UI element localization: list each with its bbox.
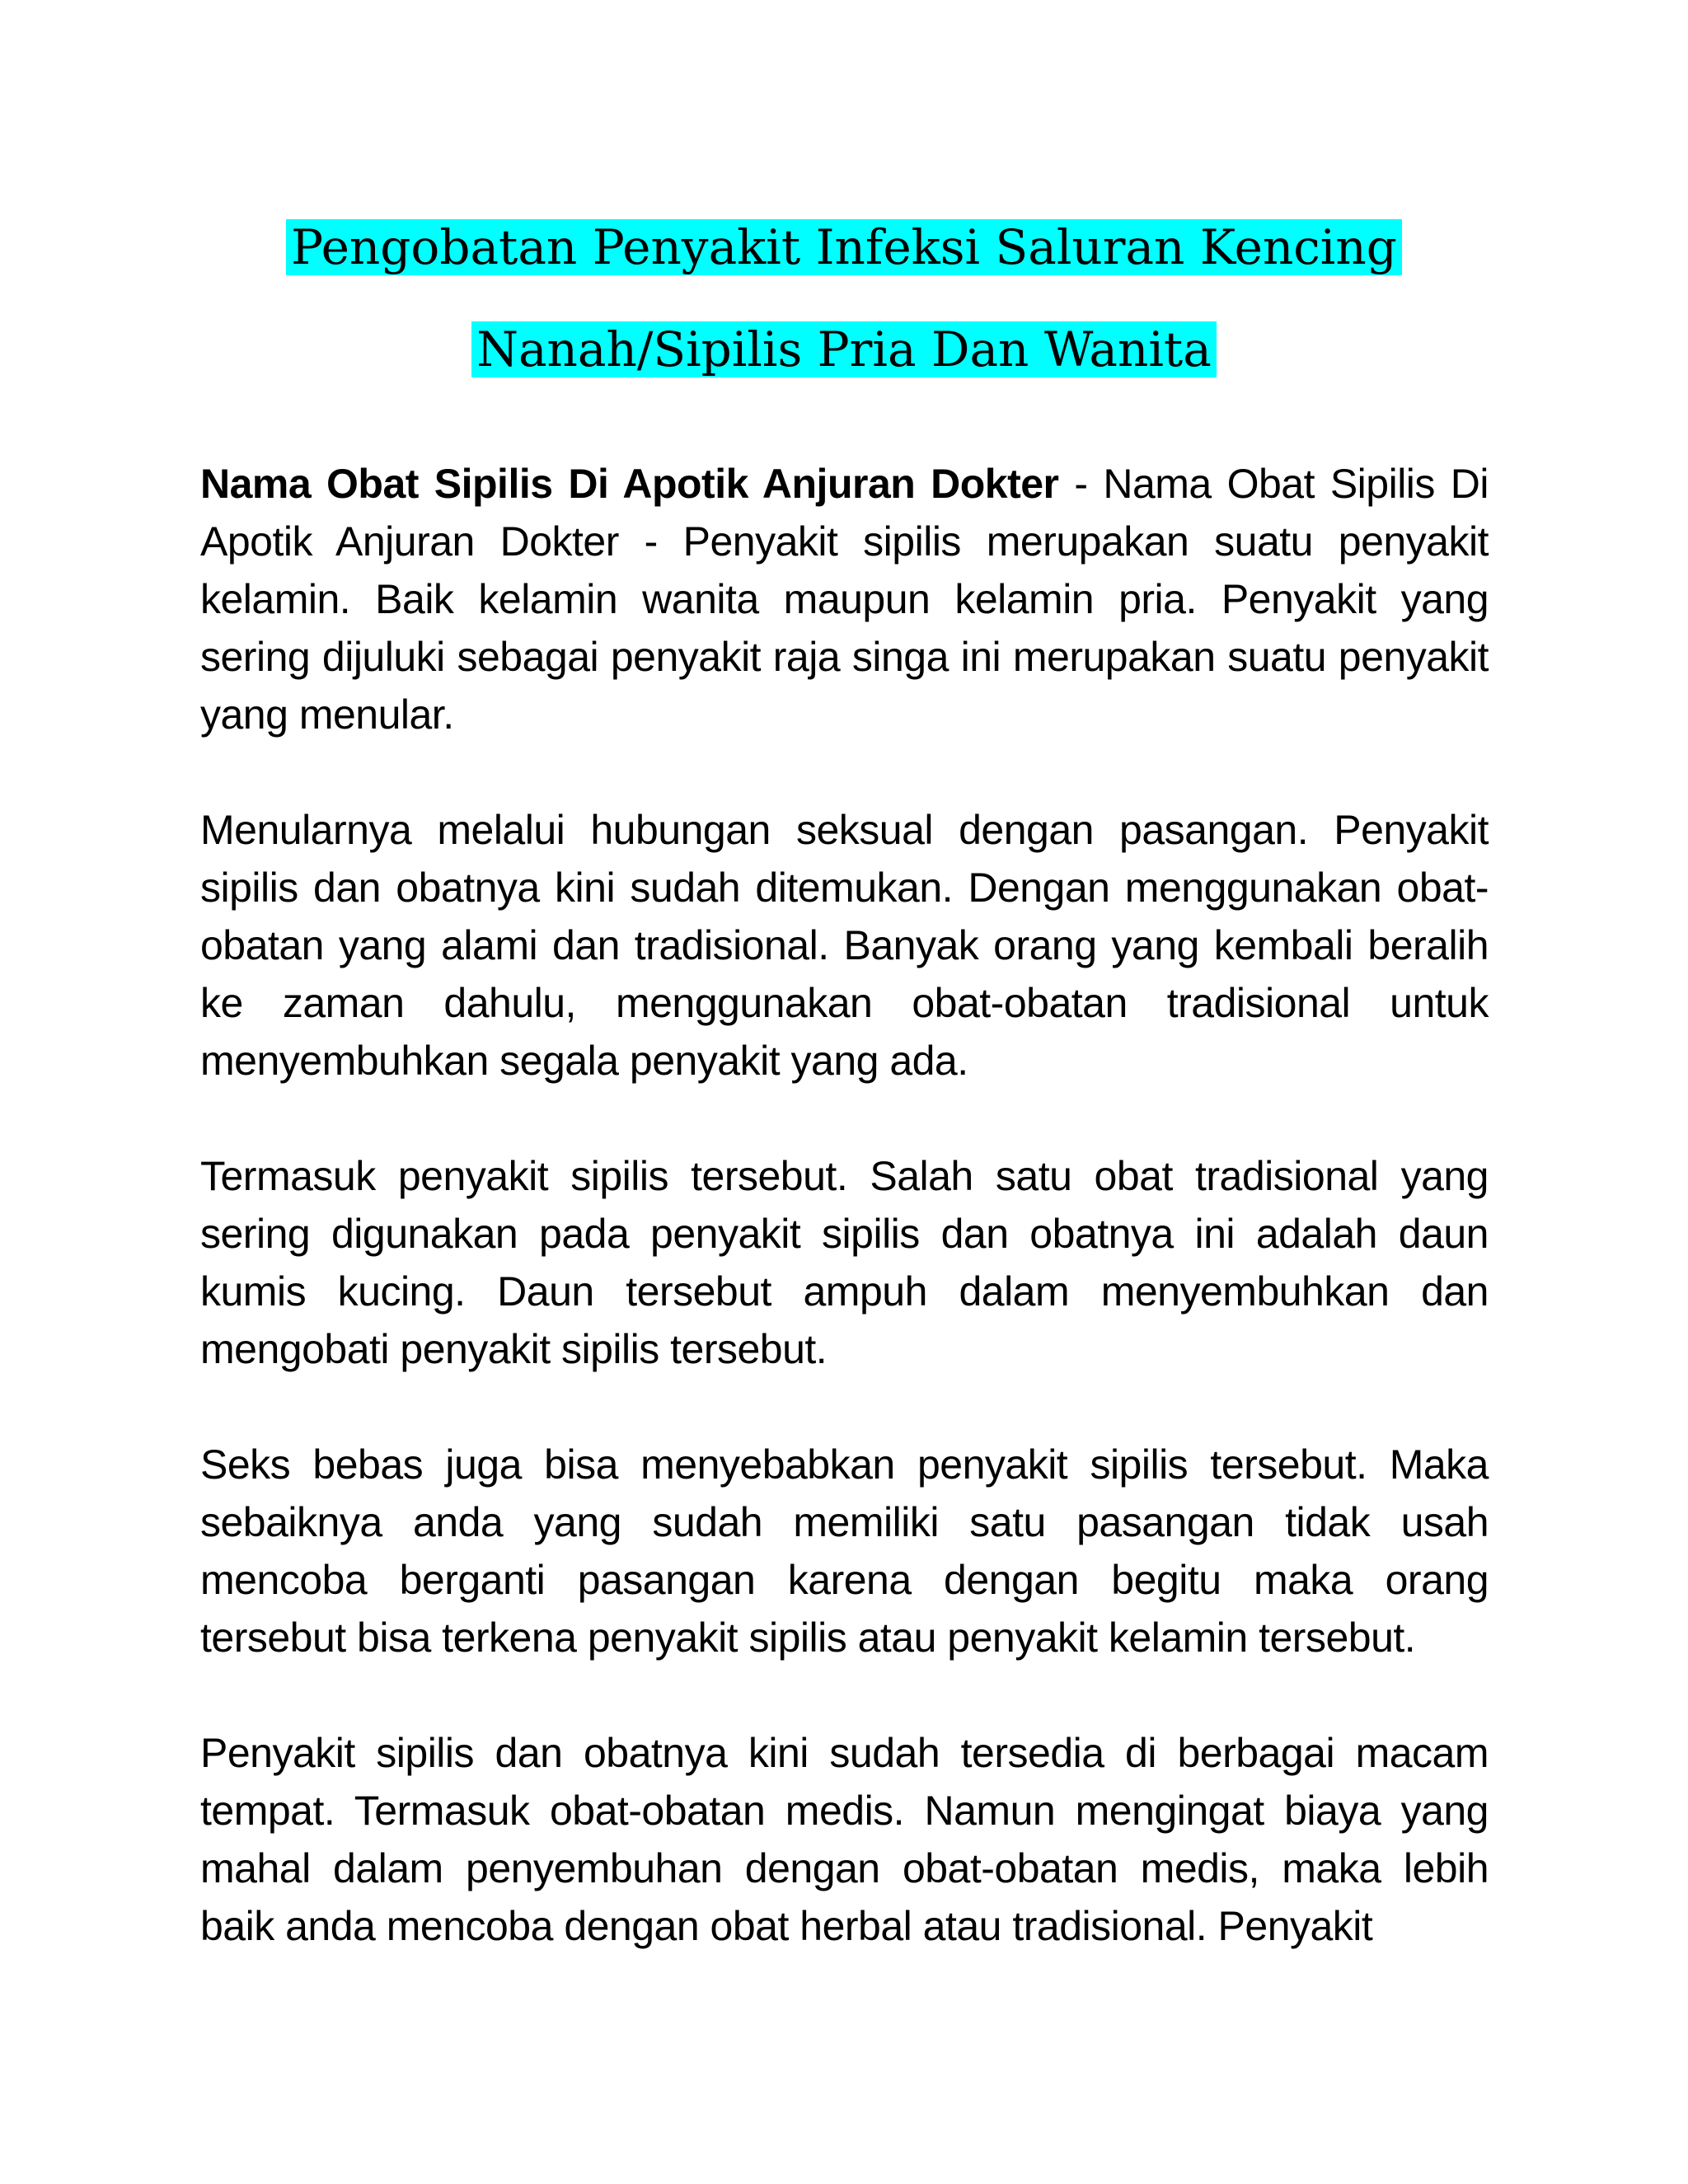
paragraph-1	[200, 455, 1489, 743]
title-highlight-line-1	[286, 219, 1402, 275]
paragraph-3: Termasuk penyakit sipilis tersebut. Salah satu obat tradisional yang sering digunakan pada penyakit sipilis dan obatnya ini adalah daun kumis kucing. Daun tersebut ampuh dalam menyembuhkan dan mengobati penyakit sipilis tersebut.	[200, 1153, 1489, 1372]
paragraph-5: Penyakit sipilis dan obatnya kini sudah tersedia di berbagai macam tempat. Termasuk obat-obatan medis. Namun mengingat biaya yang mahal dalam penyembuhan dengan obat-obatan medis, maka lebih baik anda mencoba dengan obat herbal atau tradisional. Penyakit	[200, 1730, 1489, 1949]
paragraph-1-text: - Nama Obat Sipilis Di Apotik Anjuran Dokter - Penyakit sipilis merupakan suatu penyakit kelamin. Baik kelamin wanita maupun kelamin pria. Penyakit yang sering dijuluki sebagai penyakit raja singa ini merupakan suatu penyakit yang menular.	[200, 461, 1489, 738]
paragraph-2: Menularnya melalui hubungan seksual dengan pasangan. Penyakit sipilis dan obatnya kini sudah ditemukan. Dengan menggunakan obat-obatan yang alami dan tradisional. Banyak orang yang kembali beralih ke zaman dahulu, menggunakan obat-obatan tradisional untuk menyembuhkan segala penyakit yang ada.	[200, 807, 1489, 1084]
paragraph-4: Seks bebas juga bisa menyebabkan penyakit sipilis tersebut. Maka sebaiknya anda yang sudah memiliki satu pasangan tidak usah mencoba berganti pasangan karena dengan begitu maka orang tersebut bisa terkena penyakit sipilis atau penyakit kelamin tersebut.	[200, 1441, 1489, 1661]
title-line-1: Pengobatan Penyakit Infeksi Saluran Kencing	[291, 219, 1397, 275]
title-highlight-line-2	[471, 321, 1217, 377]
lead-keyword: Nama Obat Sipilis Di Apotik Anjuran Dokter	[200, 461, 1059, 507]
document-title	[198, 196, 1490, 401]
document-body	[200, 455, 1489, 2013]
title-line-2: Nanah/Sipilis Pria Dan Wanita	[476, 321, 1212, 377]
